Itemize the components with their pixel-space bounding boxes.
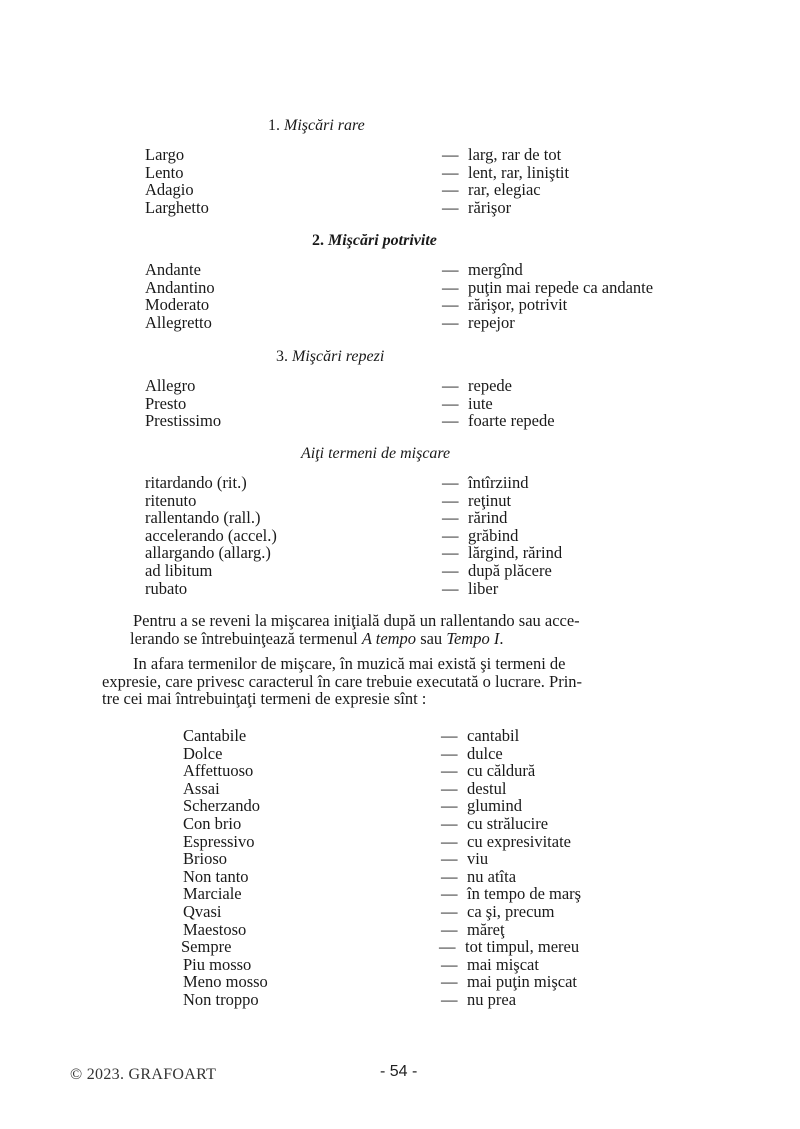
term-row: [183, 938, 643, 956]
definition: dulce: [467, 743, 503, 763]
term-row: [183, 956, 643, 974]
paragraph-line: [130, 630, 695, 648]
section-number: 2.: [312, 232, 324, 249]
term-row: [145, 412, 705, 430]
term: Largo: [145, 145, 185, 164]
term-row: [145, 164, 705, 182]
dash: —: [442, 525, 459, 545]
term-row: [183, 868, 643, 886]
term: Affettuoso: [183, 761, 254, 781]
paragraph-line: [102, 673, 696, 691]
dash: —: [439, 937, 456, 957]
definition: rărişor, potrivit: [468, 295, 568, 315]
dash: —: [442, 180, 459, 200]
dash: —: [441, 849, 458, 869]
definition: larg, rar de tot: [468, 145, 562, 164]
term-row: [145, 395, 705, 413]
term: Dolce: [183, 743, 223, 763]
term-row: [145, 181, 705, 199]
definition: ca şi, precum: [467, 901, 555, 921]
term-row: [183, 991, 643, 1009]
term: Scherzando: [183, 796, 260, 816]
term: Andantino: [145, 277, 215, 297]
term-row: [145, 492, 705, 510]
term-row: [183, 745, 643, 763]
dash: —: [441, 866, 458, 886]
term: Meno mosso: [183, 972, 268, 992]
paragraph-a-tempo: [130, 611, 695, 648]
term-row: [145, 261, 705, 279]
page-number: - 54 -: [380, 1063, 418, 1080]
section-number: 3.: [276, 348, 288, 365]
section-heading-3: [276, 348, 384, 366]
dash: —: [441, 972, 458, 992]
term-list-other-terms: [145, 474, 705, 597]
dash: —: [441, 796, 458, 816]
dash: —: [441, 919, 458, 939]
dash: —: [441, 813, 458, 833]
dash: —: [442, 376, 459, 395]
definition: nu atîta: [467, 866, 517, 886]
definition: nu prea: [467, 989, 517, 1009]
definition: puţin mai repede ca andante: [468, 277, 654, 297]
definition: rar, elegiac: [468, 180, 541, 200]
term-row: [145, 580, 705, 598]
paragraph-text: sau: [416, 628, 447, 648]
term-row: [145, 296, 705, 314]
paragraph-line: [102, 690, 695, 708]
term: Adagio: [145, 180, 194, 200]
term-a-tempo: A tempo: [361, 628, 417, 648]
paragraph-text: expresie, care privesc caracterul în care trebuie executată o lucrare. Prin-: [102, 671, 583, 691]
term-row: [145, 527, 705, 545]
definition: repejor: [468, 312, 515, 332]
term: ritenuto: [145, 490, 197, 510]
definition: rărind: [468, 508, 508, 528]
term-row: [183, 780, 643, 798]
dash: —: [442, 543, 459, 563]
definition: cantabil: [467, 726, 520, 745]
term-row: [183, 762, 643, 780]
term: Allegro: [145, 376, 196, 395]
definition: măreţ: [467, 919, 505, 939]
term-row: [145, 314, 705, 332]
term-row: [183, 833, 643, 851]
definition: lent, rar, liniştit: [468, 162, 570, 182]
section-title: Mişcări repezi: [292, 348, 385, 365]
term-row: [183, 727, 643, 745]
term: Andante: [145, 260, 201, 279]
term: Brioso: [183, 849, 228, 869]
term-list-section-3: [145, 377, 705, 430]
term: Espressivo: [183, 831, 255, 851]
definition: cu strălucire: [467, 813, 549, 833]
term-row: [183, 973, 643, 991]
dash: —: [442, 312, 459, 332]
dash: —: [442, 473, 459, 492]
paragraph-text: lerando se întrebuinţează termenul: [130, 628, 362, 648]
paragraph-text: tre cei mai întrebuinţaţi termeni de expresie sînt :: [102, 689, 427, 709]
definition: mai mişcat: [467, 954, 539, 974]
section-title: Aiţi termeni de mişcare: [301, 445, 451, 462]
term: accelerando (accel.): [145, 525, 277, 545]
term: rubato: [145, 578, 188, 598]
term: ritardando (rit.): [145, 473, 247, 492]
term: Assai: [183, 778, 220, 798]
term: Prestissimo: [145, 411, 222, 431]
term: Larghetto: [145, 197, 209, 217]
definition: în tempo de marş: [467, 884, 582, 904]
term-row: [145, 199, 705, 217]
term-row: [145, 509, 705, 527]
term-row: [145, 474, 705, 492]
paragraph-text: In afara termenilor de mişcare, în muzică mai există şi termeni de: [133, 654, 566, 673]
term: Cantabile: [183, 726, 247, 745]
dash: —: [442, 490, 459, 510]
definition: reţinut: [468, 490, 512, 510]
dash: —: [441, 726, 458, 745]
dash: —: [441, 831, 458, 851]
definition: liber: [468, 578, 499, 598]
term: Moderato: [145, 295, 210, 315]
dash: —: [442, 197, 459, 217]
term: Lento: [145, 162, 184, 182]
term-row: [183, 921, 643, 939]
dash: —: [442, 411, 459, 431]
section-heading-2: [312, 232, 437, 250]
section-title: Mişcări potrivite: [328, 232, 437, 249]
definition: repede: [468, 376, 512, 395]
definition: mai puţin mişcat: [467, 972, 577, 992]
definition: după plăcere: [468, 560, 552, 580]
term: Piu mosso: [183, 954, 252, 974]
definition: foarte repede: [468, 411, 555, 431]
dash: —: [442, 295, 459, 315]
section-heading-other-terms: [301, 445, 450, 463]
definition: rărişor: [468, 197, 512, 217]
paragraph-line: [133, 612, 695, 630]
term-row: [183, 815, 643, 833]
paragraph-expression-intro: [102, 654, 695, 709]
term-list-section-2: [145, 261, 705, 331]
term: Non tanto: [183, 866, 249, 886]
term-tempo-i: Tempo I: [446, 628, 500, 648]
term-row: [145, 562, 705, 580]
dash: —: [442, 393, 459, 413]
term: Qvasi: [183, 901, 222, 921]
term-row: [145, 146, 705, 164]
term-row: [183, 885, 643, 903]
term: Maestoso: [183, 919, 247, 939]
paragraph-text: Pentru a se reveni la mişcarea iniţială după un rallentando sau acce-: [133, 611, 580, 630]
dash: —: [441, 743, 458, 763]
dash: —: [442, 277, 459, 297]
definition: lărgind, rărind: [468, 543, 563, 563]
definition: întîrziind: [468, 473, 529, 492]
dash: —: [442, 162, 459, 182]
term: Non troppo: [183, 989, 259, 1009]
dash: —: [441, 778, 458, 798]
term: allargando (allarg.): [145, 543, 271, 563]
dash: —: [441, 901, 458, 921]
definition: cu căldură: [467, 761, 536, 781]
section-heading-1: [268, 117, 365, 135]
definition: glumind: [467, 796, 523, 816]
dash: —: [441, 954, 458, 974]
term-row: [183, 850, 643, 868]
definition: tot timpul, mereu: [465, 937, 580, 957]
term: Sempre: [181, 937, 232, 957]
definition: viu: [467, 849, 489, 869]
term-row: [183, 903, 643, 921]
term-row: [145, 279, 705, 297]
section-title: Mişcări rare: [284, 117, 365, 134]
dash: —: [441, 761, 458, 781]
paragraph-text: .: [499, 628, 504, 648]
definition: iute: [468, 393, 493, 413]
term: ad libitum: [145, 560, 213, 580]
dash: —: [442, 260, 459, 279]
term-row: [145, 377, 705, 395]
dash: —: [441, 989, 458, 1009]
section-number: 1.: [268, 117, 280, 134]
expression-terms-list: [183, 727, 643, 1009]
definition: destul: [467, 778, 507, 798]
definition: mergînd: [468, 260, 523, 279]
term: rallentando (rall.): [145, 508, 261, 528]
term-row: [183, 797, 643, 815]
dash: —: [441, 884, 458, 904]
term: Marciale: [183, 884, 242, 904]
dash: —: [442, 578, 459, 598]
dash: —: [442, 560, 459, 580]
definition: cu expresivitate: [467, 831, 571, 851]
definition: grăbind: [468, 525, 519, 545]
dash: —: [442, 508, 459, 528]
term-list-section-1: [145, 146, 705, 216]
paragraph-line: [133, 655, 695, 673]
term: Presto: [145, 393, 187, 413]
copyright-notice: © 2023. GRAFOART: [70, 1066, 217, 1083]
dash: —: [442, 145, 459, 164]
term: Con brio: [183, 813, 242, 833]
term: Allegretto: [145, 312, 212, 332]
term-row: [145, 544, 705, 562]
